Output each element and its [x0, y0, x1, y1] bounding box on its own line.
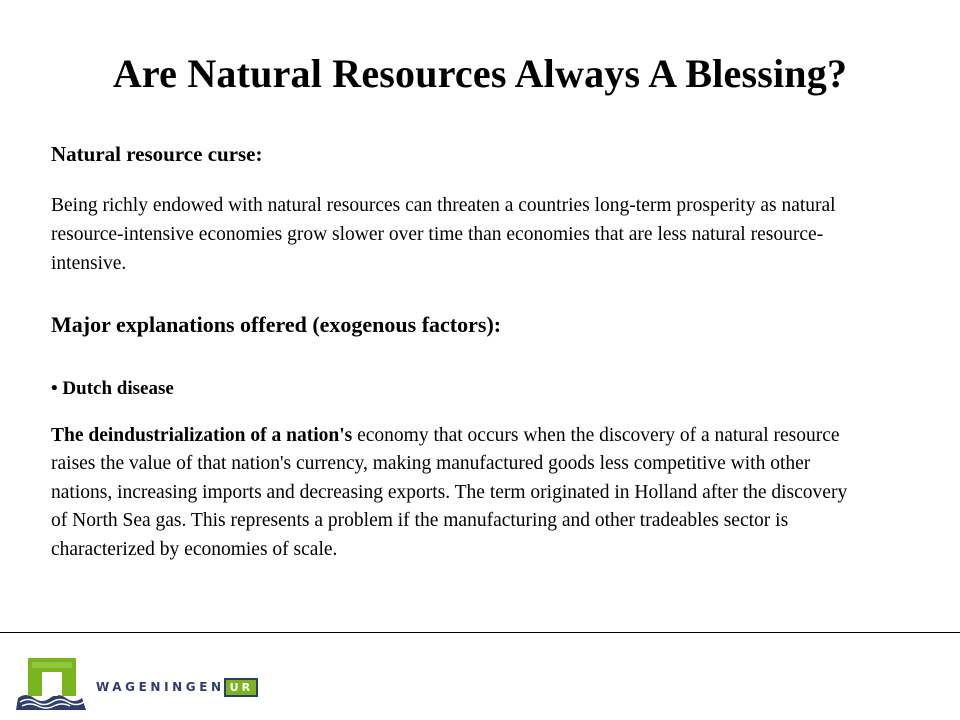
section-heading-explanations: Major explanations offered (exogenous factors):	[51, 312, 502, 337]
slide-content	[51, 140, 861, 564]
bullet-dutch-disease: • Dutch disease	[51, 378, 174, 399]
wageningen-logo	[16, 652, 276, 712]
footer-divider	[0, 632, 960, 633]
dutch-disease-paragraph	[51, 422, 861, 564]
dutch-disease-body: economy that occurs when the discovery of a natural resource raises the value of that nation's currency, making manufactured goods less competitive with other nations, increasing imports and decreasing exports. The term originated in Holland after the discovery of North Sea gas. This represents a problem if the manufacturing and other tradeables sector is characterized by economies of scale.	[51, 425, 848, 560]
slide-title: Are Natural Resources Always A Blessing?	[112, 51, 848, 96]
section-heading-resource-curse: Natural resource curse:	[51, 142, 263, 166]
dutch-disease-bold-lead: The deindustrialization of a nation's	[51, 425, 353, 446]
wageningen-logo-icon	[16, 654, 88, 710]
logo-suffix: UR	[226, 680, 256, 695]
wageningen-wordmark	[96, 678, 256, 696]
logo-text: WAGENINGEN	[96, 680, 225, 694]
resource-curse-paragraph: Being richly endowed with natural resources can threaten a countries long-term prosperity as natural resource-intensive economies grow slower over time than economies that are less natural resource-intensive.	[51, 195, 836, 274]
